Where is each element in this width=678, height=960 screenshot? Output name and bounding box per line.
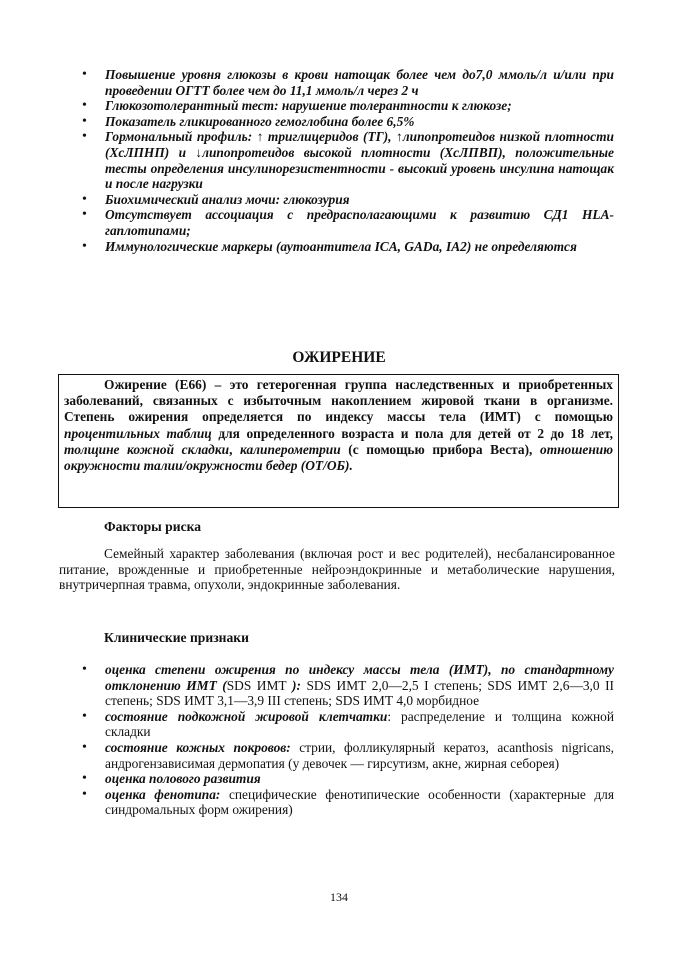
risk-factors-text: Семейный характер заболевания (включая рост и вес родителей), несбалансированное питание, врожденные и приобретенные нейроэндокринные и метаболические нарушения, внутричерпная травма, опухоли, эндокринные заболевания. bbox=[59, 546, 615, 593]
list-item: • Биохимический анализ мочи: глюкозурия bbox=[82, 192, 614, 208]
list-item: • Глюкозотолерантный тест: нарушение толерантности к глюкозе; bbox=[82, 98, 614, 114]
list-item: • состояние подкожной жировой клетчатки: распределение и толщина кожной складки bbox=[82, 709, 614, 740]
section-title: ОЖИРЕНИЕ bbox=[292, 349, 386, 366]
clinical-signs-heading: Клинические признаки bbox=[104, 630, 249, 645]
page-number: 134 bbox=[330, 890, 348, 904]
list-item: • Отсутствует ассоциация с предрасполагающими к развитию СД1 HLA-гаплотипами; bbox=[82, 207, 614, 238]
list-item: • Гормональный профиль: ↑ триглицеридов (ТГ), ↑липопротеидов низкой плотности (ХсЛПНП) и ↓липопротеидов высокой плотности (ХсЛПВП), положительные тесты определения инсулинорезистентности - высокий уровень инсулина натощак и после нагрузки bbox=[82, 129, 614, 191]
definition-box bbox=[58, 374, 619, 508]
list-item: • оценка степени ожирения по индексу массы тела (ИМТ), по стандартному отклонению ИМТ (SDS ИМТ ): SDS ИМТ 2,0—2,5 I степень; SDS ИМТ 2,6—3,0 II степень; SDS ИМТ 3,1—3,9 III степень; SDS ИМТ 4,0 морбидное bbox=[82, 662, 614, 709]
risk-factors-heading: Факторы риска bbox=[104, 519, 202, 534]
list-item: • оценка полового развития bbox=[82, 771, 614, 787]
list-item: • оценка фенотипа: специфические фенотипические особенности (характерные для синдромальных форм ожирения) bbox=[82, 787, 614, 818]
list-item: • Повышение уровня глюкозы в крови натощак более чем до7,0 ммоль/л и/или при проведении ОГТТ более чем до 11,1 ммоль/л через 2 ч bbox=[82, 67, 614, 98]
definition-paragraph: Ожирение (Е66) – это гетерогенная группа наследственных и приобретенных заболеваний, связанных с избыточным накоплением жировой ткани в организме. Степень ожирения определяется по индексу массы тела (ИМТ) с помощью процентильных таблиц для определенного возраста и пола для детей от 2 до 18 лет, толщине кожной складки, калиперометрии (с помощью прибора Веста), отношению окружности талии/окружности бедер (ОТ/ОБ). bbox=[64, 377, 613, 474]
clinical-signs-list bbox=[82, 662, 614, 818]
list-item: • состояние кожных покровов: стрии, фолликулярный кератоз, acanthosis nigricans, андрогензависимая дермопатия (у девочек — гирсутизм, акне, жирная себорея) bbox=[82, 740, 614, 771]
list-item: • Показатель гликированного гемоглобина более 6,5% bbox=[82, 114, 614, 130]
list-item: • Иммунологические маркеры (аутоантитела ICA, GADa, IA2) не определяются bbox=[82, 239, 614, 255]
diagnostic-criteria-list bbox=[82, 67, 614, 254]
